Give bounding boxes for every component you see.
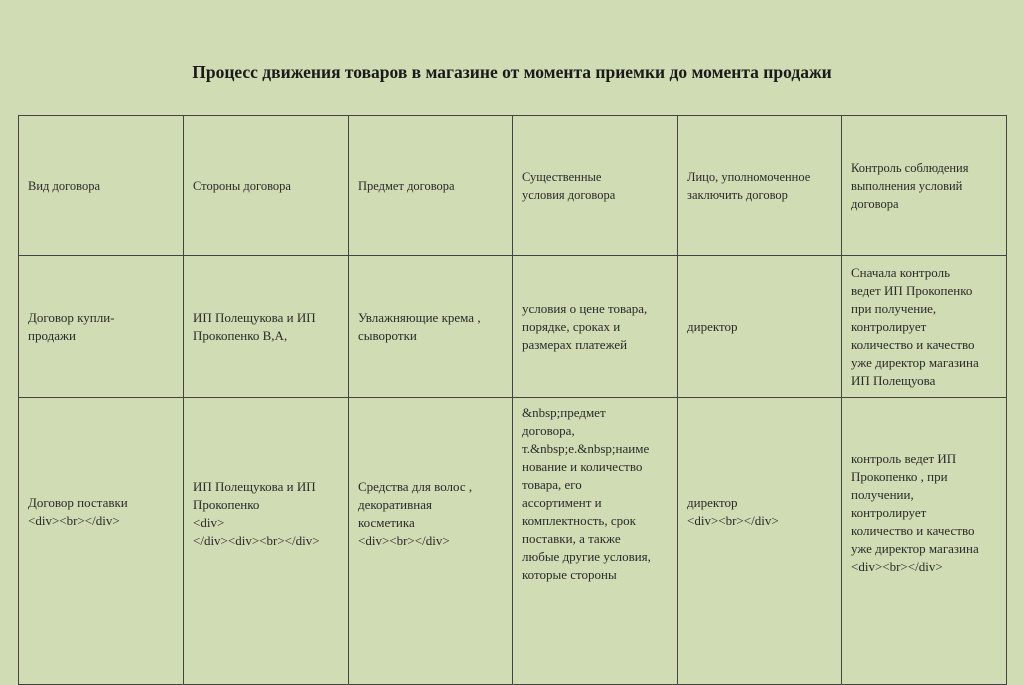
header-cell: Предмет договора xyxy=(349,116,513,256)
table-cell: контроль ведет ИП Прокопенко , при получении, контролирует количество и качество уже директор магазина <div><br></div> xyxy=(842,398,1007,685)
table-cell: Сначала контроль ведет ИП Прокопенко при получение, контролирует количество и качество уже директор магазина ИП Полещуова xyxy=(842,256,1007,398)
table-row xyxy=(19,256,1007,398)
page-title: Процесс движения товаров в магазине от момента приемки до момента продажи xyxy=(192,62,832,82)
header-cell: Лицо, уполномоченное заключить договор xyxy=(678,116,842,256)
table-cell: Договор купли- продажи xyxy=(19,256,184,398)
table-cell: ИП Полещукова и ИП Прокопенко <div> </div><div><br></div> xyxy=(184,398,349,685)
table-cell: &nbsp;предмет договора, т.&nbsp;е.&nbsp;наиме нование и количество товара, его ассортимент и комплектность, срок поставки, а также любые другие условия, которые стороны xyxy=(513,398,678,685)
table-cell: директор xyxy=(678,256,842,398)
table-cell: условия о цене товара, порядке, сроках и размерах платежей xyxy=(513,256,678,398)
table-cell: директор <div><br></div> xyxy=(678,398,842,685)
table-cell: Увлажняющие крема , сыворотки xyxy=(349,256,513,398)
table-cell: ИП Полещукова и ИП Прокопенко В,А, xyxy=(184,256,349,398)
header-cell: Существенные условия договора xyxy=(513,116,678,256)
table-header-row xyxy=(19,116,1007,256)
header-cell: Стороны договора xyxy=(184,116,349,256)
header-cell: Вид договора xyxy=(19,116,184,256)
contract-table xyxy=(18,115,1007,685)
header-cell: Контроль соблюдения выполнения условий договора xyxy=(842,116,1007,256)
table-row xyxy=(19,398,1007,685)
table-cell: Средства для волос , декоративная косметика <div><br></div> xyxy=(349,398,513,685)
table-cell: Договор поставки <div><br></div> xyxy=(19,398,184,685)
